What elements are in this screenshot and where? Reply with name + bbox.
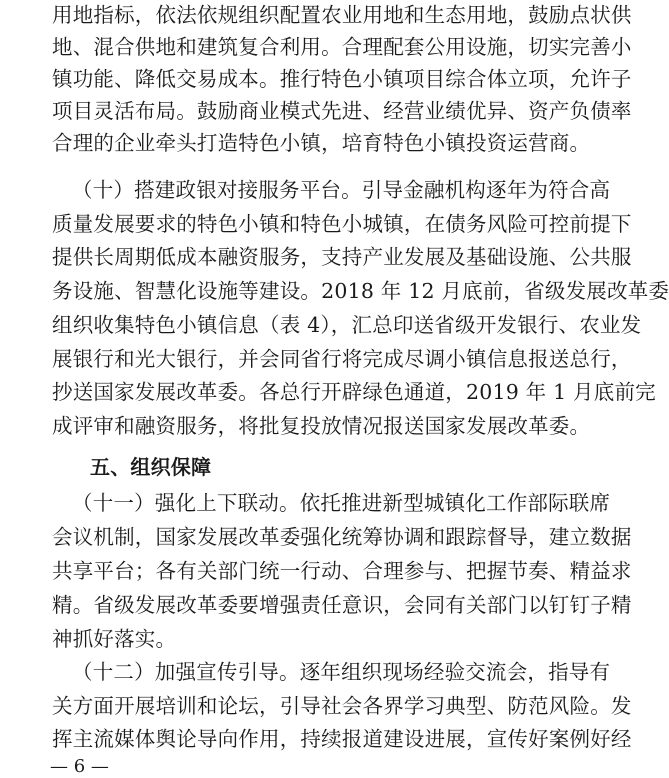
text-line: 会议机制，国家发展改革委强化统筹协调和跟踪督导，建立数据 [52,525,632,549]
text-line: 质量发展要求的特色小镇和特色小城镇，在债务风险可控前提下 [52,212,632,236]
text-line: 地、混合供地和建筑复合利用。合理配套公用设施，切实完善小 [52,35,632,59]
text-line: 神抓好落实。 [52,627,177,651]
paragraph-eleven-first-line: （十一）强化上下联动。依托推进新型城镇化工作部际联席 [72,491,611,515]
text-line: 共享平台；各有关部门统一行动、合理参与、把握节奏、精益求 [52,559,632,583]
text-line: 镇功能、降低交易成本。推行特色小镇项目综合体立项，允许子 [52,67,632,91]
paragraph-twelve-first-line: （十二）加强宣传引导。逐年组织现场经验交流会，指导有 [72,660,611,684]
text-line: 组织收集特色小镇信息（表 4），汇总印送省级开发银行、农业发 [52,313,642,337]
paragraph-ten-first-line: （十）搭建政银对接服务平台。引导金融机构逐年为符合高 [72,178,611,202]
text-line: 合理的企业牵头打造特色小镇，培育特色小镇投资运营商。 [52,131,591,155]
text-line: 务设施、智慧化设施等建设。2018 年 12 月底前，省级发展改革委 [52,279,669,303]
text-line: 项目灵活布局。鼓励商业模式先进、经营业绩优异、资产负债率 [52,99,632,123]
text-line: 抄送国家发展改革委。各总行开辟绿色通道，2019 年 1 月底前完 [52,380,656,404]
text-line: 精。省级发展改革委要增强责任意识，会同有关部门以钉钉子精 [52,593,632,617]
text-line: 提供长周期低成本融资服务，支持产业发展及基础设施、公共服 [52,245,632,269]
text-line: 关方面开展培训和论坛，引导社会各界学习典型、防范风险。发 [52,694,632,718]
text-line: 用地指标，依法依规组织配置农业用地和生态用地，鼓励点状供 [52,3,632,27]
page-number: — 6 — [50,756,109,777]
text-line: 挥主流媒体舆论导向作用，持续报道建设进展，宣传好案例好经 [52,727,632,751]
text-line: 成评审和融资服务，将批复投放情况报送国家发展改革委。 [52,414,591,438]
section-heading: 五、组织保障 [90,455,212,479]
text-line: 展银行和光大银行，并会同省行将完成尽调小镇信息报送总行， [52,347,632,371]
